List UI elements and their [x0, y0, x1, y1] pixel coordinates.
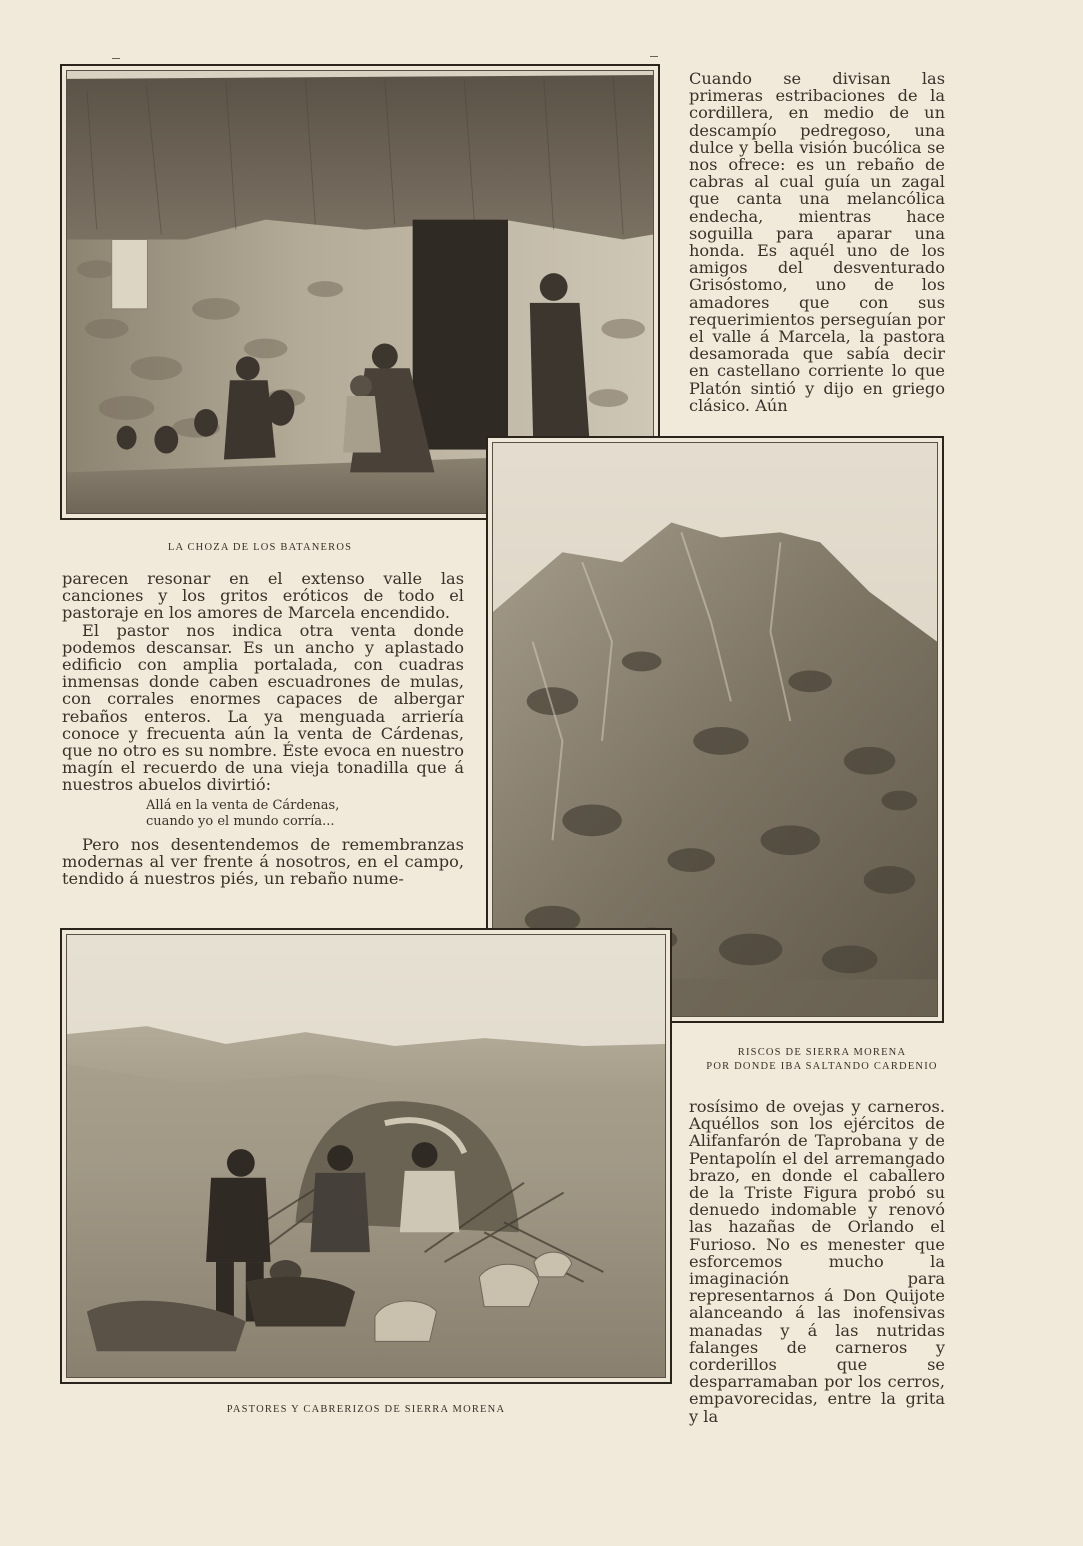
page-mark [112, 58, 120, 59]
caption-pastores: PASTORES Y CABRERIZOS DE SIERRA MORENA [226, 1404, 506, 1415]
caption-line: RISCOS DE SIERRA MORENA [737, 1047, 907, 1058]
page-mark [650, 56, 658, 57]
verse-quote [146, 798, 464, 830]
text-column-right-top [689, 70, 945, 414]
caption-riscos [688, 1046, 956, 1074]
shepherds-photo-image [67, 935, 665, 1377]
photo-pastores [60, 928, 672, 1384]
text-column-left [62, 570, 464, 887]
paragraph: Pero nos desentendemos de remembranzas modernas al ver frente á nosotros, en el campo, tendido á nuestros piés, un rebaño nume- [62, 834, 464, 889]
caption-choza: LA CHOZA DE LOS BATANEROS [167, 542, 353, 553]
paragraph: Cuando se divisan las primeras estribaciones de la cordillera, en medio de un descampío pedregoso, una dulce y bella visión bucólica se nos ofrece: es un rebaño de cabras al cual guía un zagal que canta una melancólica endecha, mientras hace soguilla para aparar una honda. Es aquél uno de los amigos del desventurado Grisóstomo, uno de los amadores que con sus requerimientos perseguían por el valle á Marcela, la pastora desamorada que sabía decir en castellano corriente lo que Platón sintió y dijo en griego clásico. Aún [689, 69, 945, 415]
paragraph: El pastor nos indica otra venta donde podemos descansar. Es un ancho y aplastado edificio con amplia portalada, con cuadras inmensas donde caben escuadrones de mulas, con corrales enormes capaces de albergar rebaños enteros. La ya menguada arriería conoce y frecuenta aún la venta de Cárdenas, que no otro es su nombre. Éste evoca en nuestro magín el recuerdo de una vieja tonadilla que á nuestros abuelos divirtió: [62, 620, 464, 795]
paragraph: parecen resonar en el extenso valle las canciones y los gritos eróticos de todo el pastoraje en los amores de Marcela encendido. [62, 569, 464, 623]
text-column-right-bottom [689, 1098, 945, 1425]
verse-line: cuando yo el mundo corría... [146, 813, 335, 829]
caption-line: POR DONDE IBA SALTANDO CARDENIO [706, 1061, 938, 1072]
verse-line: Allá en la venta de Cárdenas, [146, 797, 340, 813]
paragraph: rosísimo de ovejas y carneros. Aquéllos son los ejércitos de Alifanfarón de Taprobana y de Pentapolín el del arremangado brazo, en donde el caballero de la Triste Figura probó su denuedo indomable y renovó las hazañas de Orlando el Furioso. No es menester que esforcemos mucho la imaginación para representarnos á Don Quijote alanceando á las inofensivas manadas y á las nutridas falanges de carneros y corderillos que se desparramaban por los cerros, empavorecidas, entre la grita y la [689, 1097, 945, 1426]
